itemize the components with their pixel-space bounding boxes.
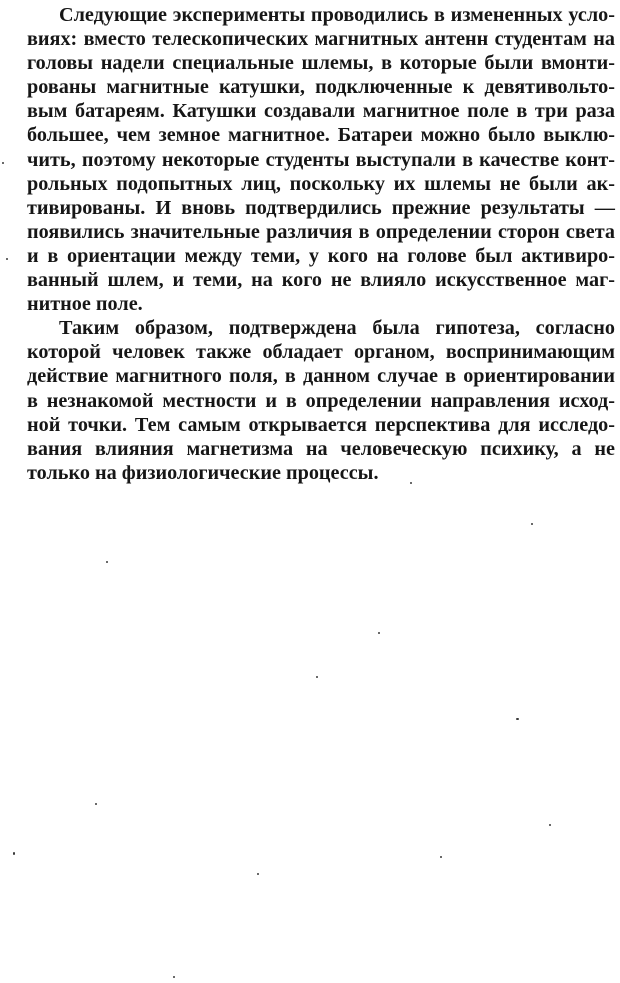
text-line: которой человек также обладает органом, воспринимающим (27, 341, 615, 364)
scan-speck (440, 856, 442, 858)
scan-speck (95, 803, 97, 805)
text-line: вым батареям. Катушки создавали магнитное поле в три раза (27, 100, 615, 123)
text-line: нитное поле. (27, 293, 143, 316)
text-line: и в ориентации между теми, у кого на голове был активиро- (27, 244, 615, 267)
text-line: тивированы. И вновь подтвердились прежние результаты — (27, 196, 615, 219)
text-line: ванный шлем, и теми, на кого не влияло искусственное маг- (27, 269, 615, 292)
text-line: вания влияния магнетизма на человеческую психику, а не (27, 437, 615, 460)
text-line: Следующие эксперименты проводились в измененных усло- (59, 4, 615, 26)
text-line: головы надели специальные шлемы, в которые были вмонти- (27, 52, 615, 75)
paragraph-1 (27, 3, 615, 316)
scan-speck (516, 718, 519, 720)
scan-speck (2, 162, 4, 164)
text-line: рольных подопытных лиц, поскольку их шлемы не были ак- (27, 172, 615, 195)
body-text (27, 0, 615, 485)
text-line: чить, поэтому некоторые студенты выступали в качестве конт- (27, 148, 615, 171)
scan-speck (257, 873, 259, 875)
text-line: Таким образом, подтверждена была гипотеза, согласно (59, 317, 615, 340)
text-line: действие магнитного поля, в данном случае в ориентировании (27, 365, 615, 388)
text-line: появились значительные различия в определении сторон света (27, 220, 615, 243)
text-line: большее, чем земное магнитное. Батареи можно было выклю- (27, 124, 615, 147)
scan-speck (549, 824, 551, 826)
scan-speck (410, 482, 412, 484)
text-line: рованы магнитные катушки, подключенные к девятивольто- (27, 76, 615, 99)
paragraph-2 (27, 316, 615, 485)
scan-speck (173, 976, 175, 978)
text-line: в незнакомой местности и в определении направления исход- (27, 389, 615, 412)
scan-speck (316, 676, 318, 678)
scan-speck (106, 561, 108, 563)
text-line: виях: вместо телескопических магнитных антенн студентам на (27, 28, 615, 51)
scan-speck (13, 852, 15, 855)
scan-speck (6, 258, 8, 260)
scan-speck (531, 523, 533, 525)
scan-speck (378, 632, 380, 634)
text-line: только на физиологические процессы. (27, 461, 379, 484)
text-line: ной точки. Тем самым открывается перспектива для исследо- (27, 413, 615, 436)
